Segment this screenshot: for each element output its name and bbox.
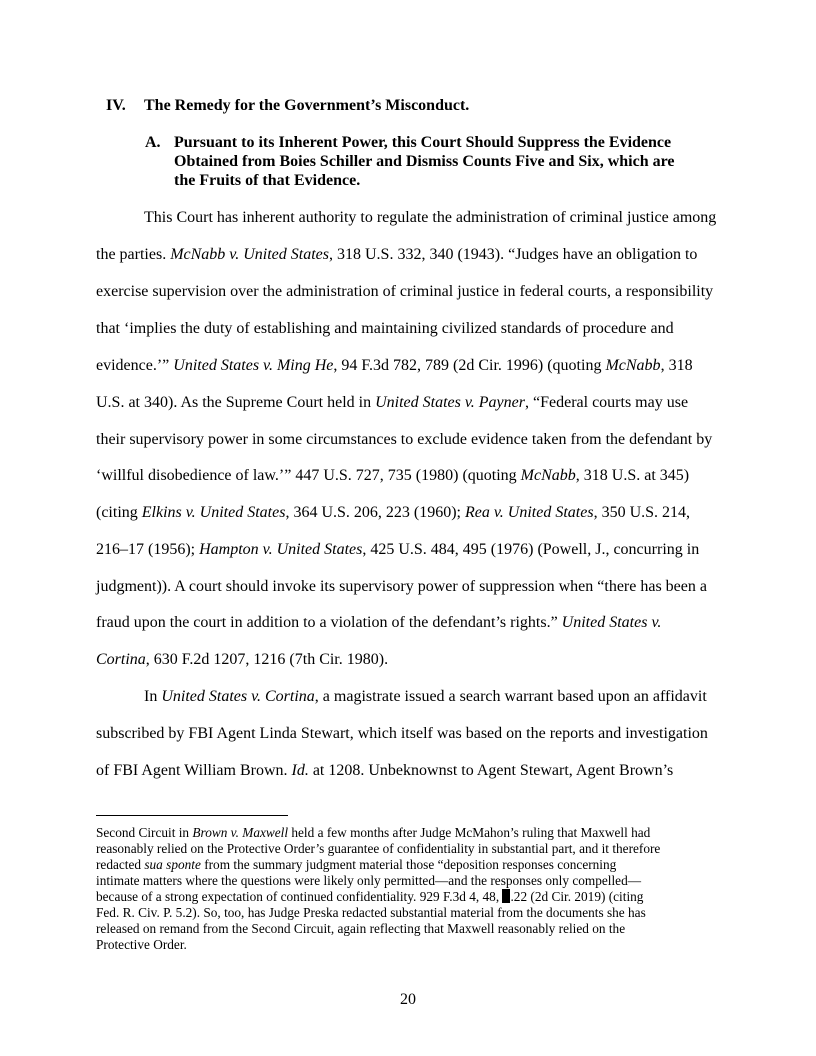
text-run: , 364 U.S. 206, 223 (1960); — [285, 504, 465, 521]
text-run: held a few months after Judge McMahon’s ruling that Maxwell had — [288, 825, 651, 840]
text-run: , 318 U.S. 332, 340 (1943). “Judges have an obligation to — [328, 246, 698, 263]
subsection-title-line: Obtained from Boies Schiller and Dismiss Counts Five and Six, which are — [174, 153, 675, 170]
case-citation: Rea v. United States — [465, 504, 594, 521]
text-run: U.S. at 340). As the Supreme Court held in — [96, 394, 376, 411]
body-line — [96, 650, 388, 670]
case-citation: McNabb v. United States — [170, 246, 329, 263]
subsection-title-line: the Fruits of that Evidence. — [174, 172, 361, 189]
body-line — [96, 540, 699, 560]
subsection-letter: A. — [145, 134, 161, 151]
text-run: evidence.’” — [96, 357, 174, 374]
text-run: because of a strong expectation of continued confidentiality. 929 F.3d 4, 48, — [96, 889, 503, 904]
case-citation: Brown v. Maxwell — [192, 825, 289, 840]
body-line — [96, 393, 688, 413]
case-citation: Hampton v. United States — [199, 541, 363, 558]
text-run: from the summary judgment material those “deposition responses concerning — [200, 857, 617, 872]
case-citation: McNabb — [605, 357, 661, 374]
body-line — [96, 613, 661, 633]
case-citation: United States v. Cortina — [161, 688, 315, 705]
case-citation: Elkins v. United States — [141, 504, 286, 521]
body-line: that ‘implies the duty of establishing and maintaining civilized standards of procedure and — [96, 320, 674, 337]
latin-phrase: sua sponte — [144, 857, 201, 872]
text-run: (citing — [96, 504, 142, 521]
page-number: 20 — [400, 991, 416, 1008]
body-line — [96, 761, 673, 781]
text-run: , “Federal courts may use — [524, 394, 689, 411]
text-run: , 318 — [660, 357, 693, 374]
footnote-line: reasonably relied on the Protective Order’s guarantee of confidentiality in substantial part, and it therefore — [96, 841, 661, 856]
text-run: , 94 F.3d 782, 789 (2d Cir. 1996) (quoting — [333, 357, 606, 374]
text-run: .22 (2d Cir. 2019) (citing — [510, 889, 644, 904]
body-line: subscribed by FBI Agent Linda Stewart, which itself was based on the reports and investigation — [96, 725, 708, 742]
text-run: 216–17 (1956); — [96, 541, 200, 558]
text-run: , 425 U.S. 484, 495 (1976) (Powell, J., concurring in — [362, 541, 700, 558]
text-run: , 630 F.2d 1207, 1216 (7th Cir. 1980). — [145, 651, 389, 668]
case-citation: United States v. Payner — [375, 394, 525, 411]
text-run: fraud upon the court in addition to a violation of the defendant’s rights.” — [96, 614, 562, 631]
footnote-line: released on remand from the Second Circuit, again reflecting that Maxwell reasonably relied on the — [96, 921, 626, 936]
body-line — [96, 356, 693, 376]
text-run: redacted — [96, 857, 145, 872]
body-line — [144, 687, 707, 707]
footnote-line — [96, 857, 616, 873]
text-run: the parties. — [96, 246, 171, 263]
footnote-line — [96, 825, 650, 841]
case-citation: United States v. — [561, 614, 662, 631]
text-run: at 1208. Unbeknownst to Agent Stewart, Agent Brown’s — [308, 762, 674, 779]
text-run: , a magistrate issued a search warrant based upon an affidavit — [314, 688, 707, 705]
text-run: Second Circuit in — [96, 825, 193, 840]
case-citation: Cortina — [96, 651, 146, 668]
footnote-line: Protective Order. — [96, 937, 187, 952]
case-citation: Id. — [291, 762, 309, 779]
case-citation: McNabb — [520, 467, 576, 484]
section-number: IV. — [106, 97, 126, 114]
text-run: , 350 U.S. 214, — [593, 504, 691, 521]
body-line: exercise supervision over the administration of criminal justice in federal courts, a responsibility — [96, 283, 714, 300]
footnote-line: intimate matters where the questions were likely only permitted—and the responses only compelled— — [96, 873, 642, 888]
section-title: The Remedy for the Government’s Misconduct. — [144, 97, 470, 114]
body-line: judgment)). A court should invoke its supervisory power of suppression when “there has been a — [96, 578, 707, 595]
body-line: their supervisory power in some circumstances to exclude evidence taken from the defendant by — [96, 431, 713, 448]
subsection-title-line: Pursuant to its Inherent Power, this Court Should Suppress the Evidence — [174, 134, 672, 151]
text-run: , 318 U.S. at 345) — [575, 467, 690, 484]
text-run: ‘willful disobedience of law.’” 447 U.S. 727, 735 (1980) (quoting — [96, 467, 521, 484]
footnote-separator — [96, 815, 288, 816]
body-line — [96, 245, 697, 265]
body-line: This Court has inherent authority to regulate the administration of criminal justice among — [144, 209, 717, 226]
text-run: In — [144, 688, 162, 705]
case-citation: United States v. Ming He — [173, 357, 334, 374]
section-heading-iv — [106, 96, 469, 116]
body-line — [96, 466, 689, 486]
footnote-line: Fed. R. Civ. P. 5.2). So, too, has Judge Preska redacted substantial material from the documents she has — [96, 905, 646, 920]
footnote-line — [96, 889, 643, 905]
text-run: of FBI Agent William Brown. — [96, 762, 292, 779]
body-line — [96, 503, 690, 523]
